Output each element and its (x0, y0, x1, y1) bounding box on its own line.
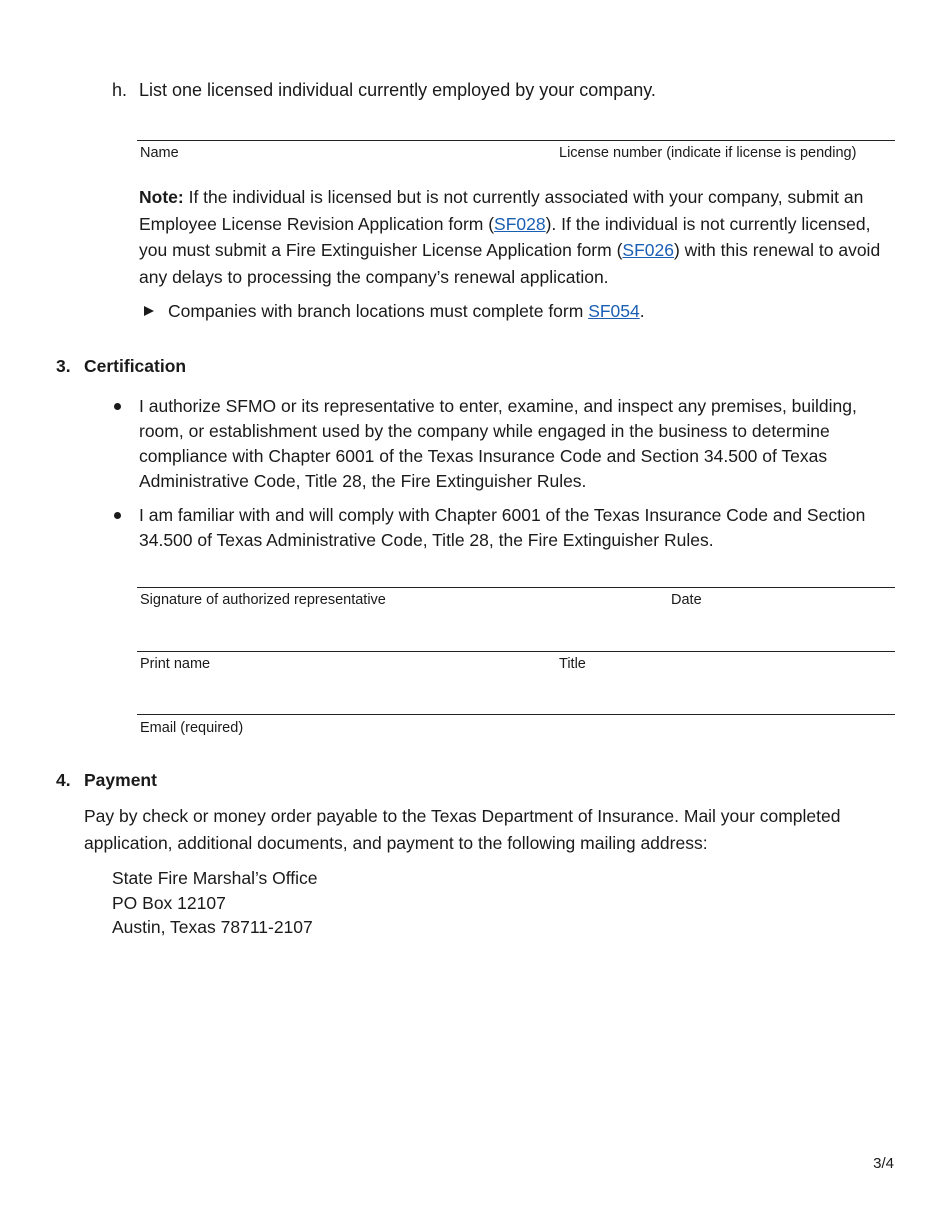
page-number: 3/4 (873, 1155, 894, 1172)
signature-field-line[interactable] (137, 587, 895, 588)
certification-bullet-2: I am familiar with and will comply with Chapter 6001 of the Texas Insurance Code and Section 34.500 of Texas Administrative Code, Title 28, the Fire Extinguisher Rules. (139, 505, 866, 550)
sf026-link[interactable]: SF026 (622, 240, 674, 260)
note-text-3: ) with this renewal to avoid any delays to processing the company’s renewal application. (139, 240, 881, 287)
branch-text: Companies with branch locations must complete form (168, 301, 589, 321)
bullet-icon (114, 512, 121, 519)
item-h-text: List one licensed individual currently employed by your company. (139, 80, 656, 100)
triangle-bullet-icon (144, 306, 154, 316)
address-line-2: PO Box 12107 (112, 893, 226, 913)
address-line-1: State Fire Marshal’s Office (112, 868, 318, 888)
email-field-line[interactable] (137, 714, 895, 715)
date-field-label: Date (671, 592, 702, 608)
branch-note (168, 299, 645, 324)
note-text-2: ). If the individual is not currently licensed, you must submit a Fire Extinguisher License Application form ( (139, 213, 871, 260)
certification-bullet-1: I authorize SFMO or its representative to enter, examine, and inspect any premises, building, room, or establishment used by the company while engaged in the business to determine compliance with Chapter 6001 of the Texas Insurance Code and Section 34.500 of Texas Administrative Code, Title 28, the Fire Extinguisher Rules. (139, 396, 857, 491)
name-field-line[interactable] (137, 140, 895, 141)
address-line-3: Austin, Texas 78711-2107 (112, 917, 313, 937)
title-field-label: Title (559, 656, 586, 672)
email-field-label: Email (required) (140, 720, 244, 736)
sf028-link[interactable]: SF028 (494, 213, 546, 234)
payment-text: Pay by check or money order payable to the Texas Department of Insurance. Mail your completed application, additional documents, and payment to the following mailing address: (84, 806, 841, 853)
section-3-heading: Certification (84, 356, 187, 376)
section-4-heading: Payment (84, 770, 157, 790)
note-paragraph (139, 184, 899, 290)
signature-field-label: Signature of authorized representative (140, 592, 386, 608)
item-h-letter: h. (112, 80, 128, 100)
print-name-field-label: Print name (140, 656, 211, 672)
sf054-link[interactable]: SF054 (588, 301, 640, 321)
license-field-label: License number (indicate if license is pending) (559, 145, 857, 161)
section-3-number: 3. (56, 356, 71, 376)
name-field-label: Name (140, 145, 179, 161)
print-name-field-line[interactable] (137, 651, 895, 652)
section-4-number: 4. (56, 770, 71, 790)
branch-end: . (639, 301, 645, 321)
note-label: Note: (139, 187, 184, 207)
bullet-icon (114, 403, 121, 410)
note-text-1: If the individual is licensed but is not currently associated with your company, submit an Employee License Revision Application form ( (139, 187, 864, 234)
